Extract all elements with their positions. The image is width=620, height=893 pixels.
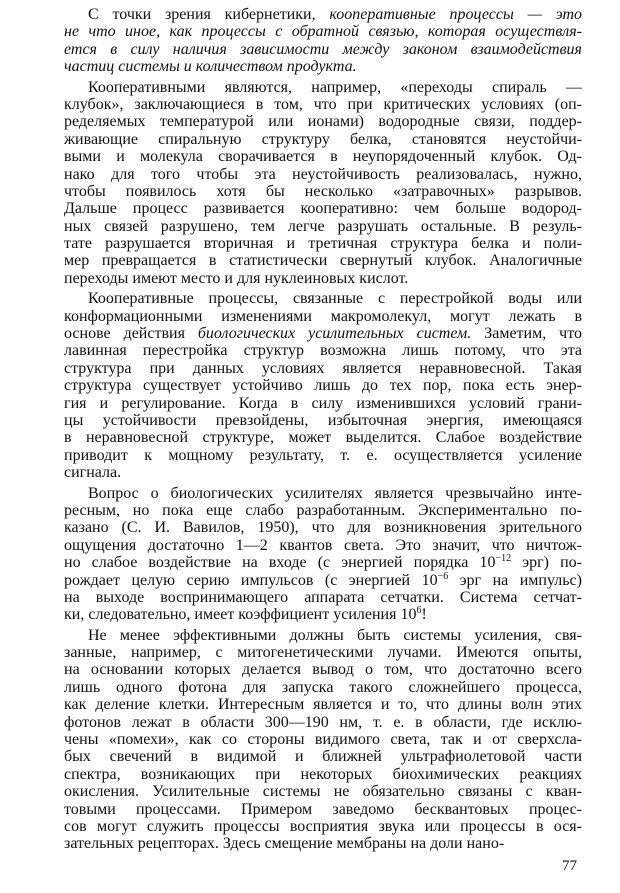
text-segment: зательных рецепторах. Здесь смещение мембраны на доли нано- <box>64 835 505 853</box>
italic-text: не что иное, как процессы с обратной связью, которая осуществля- <box>64 23 582 41</box>
text-segment: ощущения достаточно 1—2 квантов света. Это значит, что ничтож- <box>64 536 582 554</box>
text-line <box>64 447 582 464</box>
italic-text: ется в силу наличия зависимости между законом взаимодействия <box>64 40 582 58</box>
text-line <box>64 679 582 696</box>
text-line <box>64 696 582 713</box>
text-segment: переходы имеют место и для нуклеиновых кислот. <box>64 269 409 287</box>
text-line <box>64 502 582 519</box>
text-line <box>64 183 582 200</box>
text-line <box>64 148 582 165</box>
text-segment: спектра, возникающих при некоторых биохимических реакциях <box>64 765 582 783</box>
text-line <box>64 835 582 852</box>
italic-text: биологических усилительных систем. <box>197 325 472 343</box>
text-line <box>64 6 582 23</box>
text-segment: структура существует устойчиво лишь до тех пор, пока есть энер- <box>64 377 582 395</box>
page-body <box>64 6 582 853</box>
text-segment: рождает целую серию импульсов (с энергией 10 <box>64 571 438 589</box>
text-line <box>64 537 582 554</box>
text-line <box>64 801 582 818</box>
paragraph <box>64 485 582 624</box>
text-segment: фотонов лежат в области 300—190 нм, т. е. в области, где исклю- <box>64 713 582 731</box>
text-line <box>64 589 582 606</box>
superscript: −6 <box>437 570 449 582</box>
paragraph <box>64 6 582 76</box>
text-line <box>64 644 582 661</box>
text-line <box>64 606 582 623</box>
text-segment: живающие спиральную структуру белка, становятся неустойчи- <box>64 130 582 148</box>
text-segment: чтобы появилось хотя бы несколько «затравочных» разрывов. <box>64 182 582 200</box>
text-segment: ресным, но пока еще слабо разработанным. Экспериментально по- <box>64 501 582 519</box>
text-segment: С точки зрения кибернетики, <box>88 6 330 23</box>
text-line <box>64 41 582 58</box>
text-line <box>64 23 582 40</box>
text-line <box>64 429 582 446</box>
text-segment: чены «помехи», как со стороны видимого света, так и от сверхсла- <box>64 731 582 749</box>
text-line <box>64 627 582 644</box>
text-segment: но слабое воздействие на входе (с энергией порядка 10 <box>64 554 496 572</box>
superscript: 6 <box>416 605 422 617</box>
text-line <box>64 200 582 217</box>
text-segment: ки, следовательно, имеет коэффициент усиления 10 <box>64 606 417 624</box>
text-segment: ределяемых температурой или ионами) водородные связи, поддер- <box>64 113 582 131</box>
text-line <box>64 235 582 252</box>
text-segment: нако для того чтобы эта неустойчивость реализовалась, нужно, <box>64 165 582 183</box>
text-line <box>64 166 582 183</box>
text-line <box>64 748 582 765</box>
text-line <box>64 360 582 377</box>
text-segment: мер превращается в статистически свернутый клубок. Аналогичные <box>64 252 582 270</box>
text-segment: ных связей разрушено, тем легче разрушать остальные. В резуль- <box>64 217 582 235</box>
text-segment: приводит к мощному результату, т. е. осуществляется усиление <box>64 446 582 464</box>
text-segment: клубок», заключающиеся в том, что при критических условиях (оп- <box>64 95 582 113</box>
text-line <box>64 519 582 536</box>
text-segment: лавинная перестройка структур возможна лишь потому, что эта <box>64 342 582 360</box>
text-line <box>64 308 582 325</box>
text-line <box>64 342 582 359</box>
text-segment: занные, например, с митогенетическими лучами. Имеются опыты, <box>64 644 582 662</box>
text-segment: конформационными изменениями макромолекул, могут лежать в <box>64 307 582 325</box>
text-segment: на выходе воспринимающего аппарата сетчатки. Система сетчат- <box>64 588 582 606</box>
text-segment: Заметим, что <box>471 325 582 343</box>
text-line <box>64 79 582 96</box>
text-line <box>64 131 582 148</box>
text-segment: Не менее эффективными должны быть системы усиления, свя- <box>88 626 582 644</box>
paragraph <box>64 79 582 288</box>
text-segment: в неравновесной структуре, может выделится. Слабое воздействие <box>64 429 582 447</box>
text-segment: сигнала. <box>64 464 122 482</box>
text-line <box>64 464 582 481</box>
text-line <box>64 485 582 502</box>
text-line <box>64 395 582 412</box>
text-segment: на основании которых делается вывод о том, что достаточно всего <box>64 661 582 679</box>
text-line <box>64 554 582 571</box>
text-segment: лишь одного фотона для запуска такого сложнейшего процесса, <box>64 678 582 696</box>
text-line <box>64 412 582 429</box>
text-line <box>64 290 582 307</box>
text-segment: эрг) по- <box>511 554 582 572</box>
text-segment: Дальше процесс развивается кооперативно: чем больше водород- <box>64 200 582 218</box>
text-segment: основе действия <box>64 325 198 343</box>
text-line <box>64 572 582 589</box>
text-segment: эрг на импульс) <box>448 571 582 589</box>
text-line <box>64 783 582 800</box>
text-segment: гия и регулирование. Когда в силу изменившихся условий грани- <box>64 394 582 412</box>
text-segment: Кооперативные процессы, связанные с перестройкой воды или <box>88 290 582 308</box>
text-line <box>64 58 582 75</box>
paragraph <box>64 290 582 481</box>
text-line <box>64 377 582 394</box>
text-line <box>64 766 582 783</box>
paragraph <box>64 627 582 853</box>
text-segment: структура при данных условиях является неравновесной. Такая <box>64 359 582 377</box>
text-line <box>64 218 582 235</box>
text-line <box>64 731 582 748</box>
text-segment: как деление клетки. Интересным является и то, что длины волн этих <box>64 696 582 714</box>
text-segment: товыми процессами. Примером заведомо бесквантовых процес- <box>64 800 582 818</box>
text-segment: бых свечений в видимой и ближней ультрафиолетовой части <box>64 748 582 766</box>
text-line <box>64 113 582 130</box>
text-segment: тате разрушается вторичная и третичная структура белка и поли- <box>64 235 582 253</box>
text-segment: цы устойчивости превзойдены, избыточная энергия, имеющаяся <box>64 411 582 429</box>
text-line <box>64 252 582 269</box>
page-number: 77 <box>562 858 577 874</box>
text-line <box>64 661 582 678</box>
italic-text: частиц системы и количеством продукта. <box>64 58 357 76</box>
text-segment: Кооперативными являются, например, «переходы спираль — <box>88 78 582 96</box>
italic-text: кооперативные процессы — это <box>329 6 582 23</box>
superscript: −12 <box>495 553 512 565</box>
text-line <box>64 714 582 731</box>
text-segment: Вопрос о биологических усилителях является чрезвычайно инте- <box>88 484 582 502</box>
text-segment: сов могут служить процессы восприятия звука или процессы в ося- <box>64 817 582 835</box>
text-line <box>64 270 582 287</box>
text-segment: ! <box>421 606 427 624</box>
text-line <box>64 818 582 835</box>
text-line <box>64 96 582 113</box>
text-segment: окисления. Усилительные системы не обязательно связаны с кван- <box>64 783 582 801</box>
text-segment: казано (С. И. Вавилов, 1950), что для возникновения зрительного <box>64 519 582 537</box>
text-line <box>64 325 582 342</box>
text-segment: выми и молекула сворачивается в неупорядоченный клубок. Од- <box>64 148 582 166</box>
